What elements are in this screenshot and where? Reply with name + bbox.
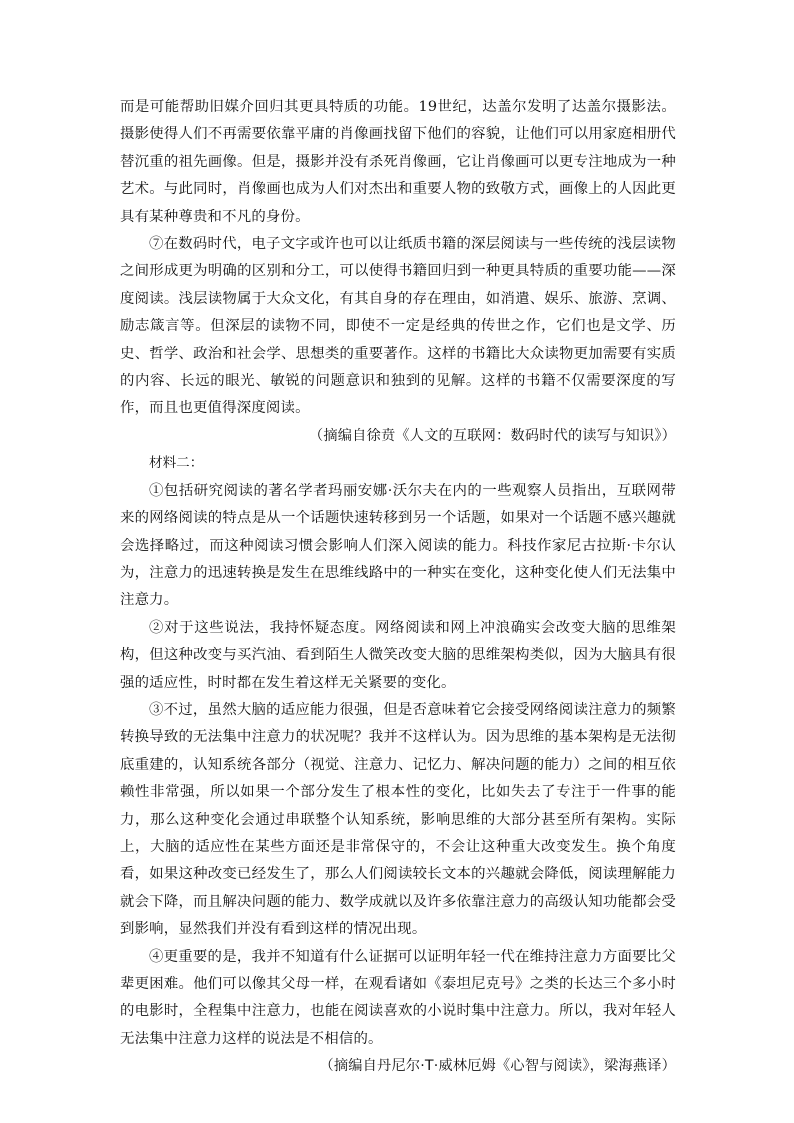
paragraph-6-continued: 而是可能帮助旧媒介回归其更具特质的功能。19世纪，达盖尔发明了达盖尔摄影法。摄影使得人们不再需要依靠平庸的肖像画找留下他们的容貌，让他们可以用家庭相册代替沉重的祖先画像。但是，摄影并没有杀死肖像画，它让肖像画可以更专注地成为一种艺术。与此同时，肖像画也成为人们对杰出和重要人物的致敬方式，画像上的人因此更具有某种尊贵和不凡的身份。 — [120, 99, 676, 225]
paragraph-7: ⑦在数码时代，电子文字或许也可以让纸质书籍的深层阅读与一些传统的浅层读物之间形成更为明确的区别和分工，可以使得书籍回归到一种更具特质的重要功能——深度阅读。浅层读物属于大众文化，有其自身的存在理由，如消遣、娱乐、旅游、烹调、励志箴言等。但深层的读物不同，即使不一定是经典的传世之作，它们也是文学、历史、哲学、政治和社会学、思想类的重要著作。这样的书籍比大众读物更加需要有实质的内容、长远的眼光、敏锐的问题意识和独到的见解。这样的书籍不仅需要深度的写作，而且也更值得深度阅读。 — [120, 236, 676, 417]
source-citation-1: （摘编自徐贲《人文的互联网：数码时代的读写与知识》） — [309, 427, 676, 444]
document-page — [120, 94, 676, 1081]
source-citation-2: （摘编自丹尼尔·T·威林厄姆《心智与阅读》，梁海燕译） — [319, 1058, 676, 1075]
paragraph-m2-1: ①包括研究阅读的著名学者玛丽安娜·沃尔夫在内的一些观察人员指出，互联网带来的网络阅读的特点是从一个话题快速转移到另一个话题，如果对一个话题不感兴趣就会选择略过，而这种阅读习惯会影响人们深入阅读的能力。科技作家尼古拉斯·卡尔认为，注意力的迅速转换是发生在思维线路中的一种实在变化，这种变化使人们无法集中注意力。 — [120, 482, 676, 609]
material-two-heading: 材料二： — [149, 455, 204, 472]
paragraph-m2-2: ②对于这些说法，我持怀疑态度。网络阅读和网上冲浪确实会改变大脑的思维架构，但这种改变与买汽油、看到陌生人微笑改变大脑的思维架构类似，因为大脑具有很强的适应性，时时都在发生着这样无关紧要的变化。 — [120, 619, 676, 691]
paragraph-m2-4: ④更重要的是，我并不知道有什么证据可以证明年轻一代在维持注意力方面要比父辈更困难。他们可以像其父母一样，在观看诸如《泰坦尼克号》之类的长达三个多小时的电影时，全程集中注意力，也能在阅读喜欢的小说时集中注意力。所以，我对年轻人无法集中注意力这样的说法是不相信的。 — [120, 948, 676, 1047]
paragraph-m2-3: ③不过，虽然大脑的适应能力很强，但是否意味着它会接受网络阅读注意力的频繁转换导致的无法集中注意力的状况呢？我并不这样认为。因为思维的基本架构是无法彻底重建的，认知系统各部分（视觉、注意力、记忆力、解决问题的能力）之间的相互依赖性非常强，所以如果一个部分发生了根本性的变化，比如失去了专注于一件事的能力，那么这种变化会通过串联整个认知系统，影响思维的大部分甚至所有架构。实际上，大脑的适应性在某些方面还是非常保守的，不会让这种重大改变发生。换个角度看，如果这种改变已经发生了，那么人们阅读较长文本的兴趣就会降低，阅读理解能力就会下降，而且解决问题的能力、数学成就以及许多依靠注意力的高级认知功能都会受到影响，显然我们并没有看到这样的情况出现。 — [120, 701, 676, 938]
